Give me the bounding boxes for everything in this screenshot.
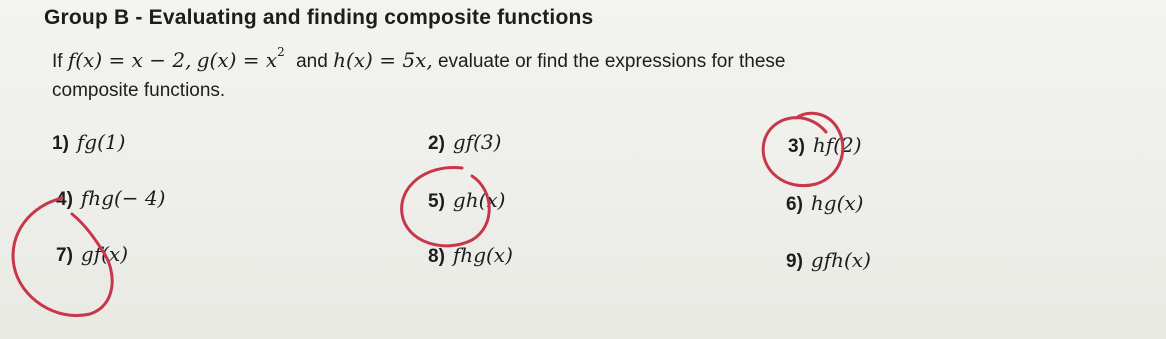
question-expression: gf(x) bbox=[80, 242, 128, 266]
question-number: 6) bbox=[786, 194, 803, 215]
question-expression: gh(x) bbox=[452, 188, 506, 212]
question-number: 3) bbox=[788, 136, 805, 157]
pen-circle-question-5 bbox=[402, 168, 490, 246]
question-expression: hg(x) bbox=[810, 191, 864, 215]
question-expression: fhg(x) bbox=[452, 243, 513, 267]
question-number: 5) bbox=[428, 191, 445, 212]
question-number: 9) bbox=[786, 251, 803, 272]
intro-and: and bbox=[296, 51, 328, 72]
question-number: 8) bbox=[428, 246, 445, 267]
intro-rest: evaluate or find the expressions for these bbox=[437, 51, 786, 72]
question-expression: fhg(− 4) bbox=[80, 186, 166, 210]
worksheet-title: Group B - Evaluating and finding composite functions bbox=[44, 6, 594, 29]
question-expression: fg(1) bbox=[76, 130, 126, 154]
intro-f-definition: f(x) = x − 2, bbox=[67, 48, 192, 72]
question-expression: hf(2) bbox=[812, 133, 862, 157]
question-number: 7) bbox=[56, 245, 73, 266]
question-expression: gf(3) bbox=[452, 130, 502, 154]
intro-g-exponent: 2 bbox=[277, 45, 285, 59]
pen-circle-question-3 bbox=[763, 113, 843, 185]
intro-line-2: composite functions. bbox=[52, 80, 226, 101]
question-number: 1) bbox=[52, 133, 69, 154]
pen-circle-question-7 bbox=[13, 198, 112, 316]
question-number: 2) bbox=[428, 133, 445, 154]
question-expression: gfh(x) bbox=[810, 248, 871, 272]
intro-g-definition: g(x) = x bbox=[196, 48, 278, 72]
intro-if: If bbox=[52, 51, 63, 72]
question-number: 4) bbox=[56, 189, 73, 210]
intro-h-definition: h(x) = 5x, bbox=[333, 48, 433, 72]
